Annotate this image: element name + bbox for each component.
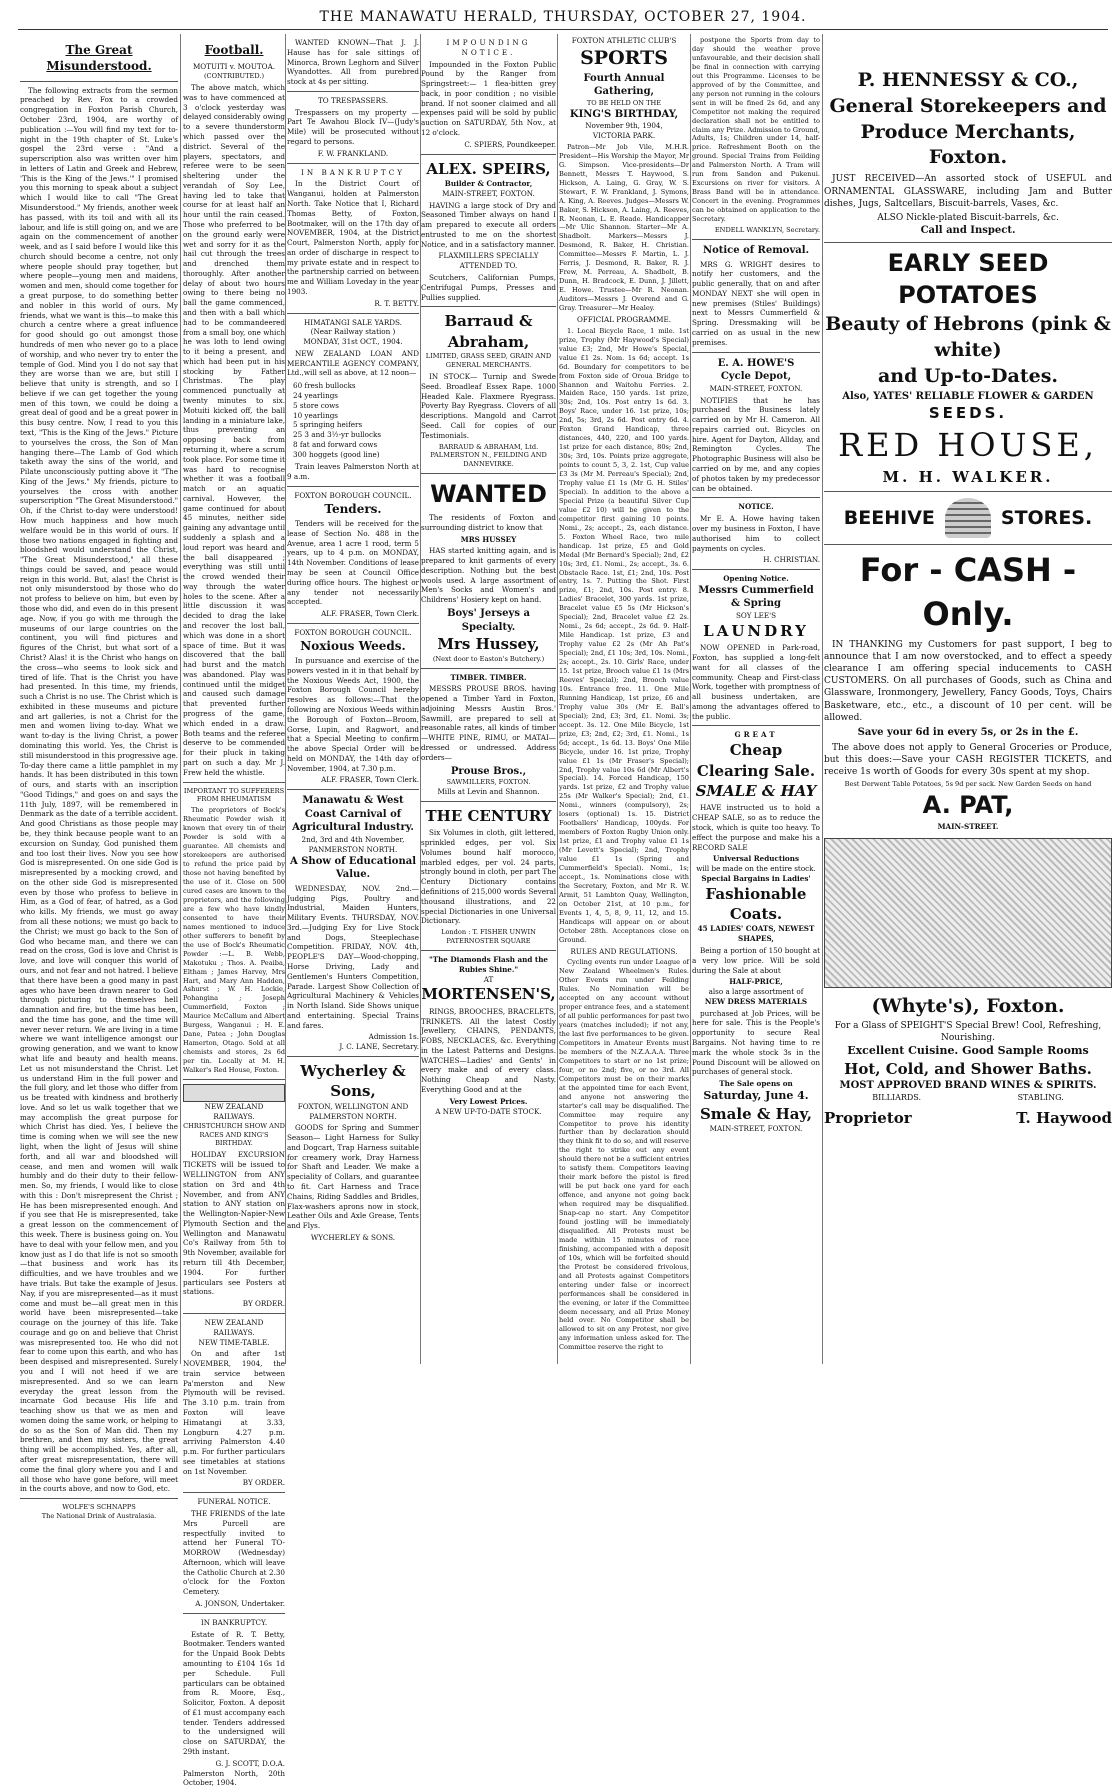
stock-item: 24 yearlings (293, 391, 338, 400)
wanted-heading: WANTED (430, 480, 547, 509)
stabling: STABLING. (1017, 1093, 1064, 1103)
clearing-sale: Cheap Clearing Sale. (696, 741, 816, 780)
cash-body: IN THANKING my Customers for past support, I beg to announce that I am now overstocked, and to effect a speedy clearance I am offering special inducements to CASH CUSTOMERS. On all purchases of Goods, such as China and Glassware, Ironmongery, Jewellery, Fancy Goods, Toys, Chairs Basketware, etc., etc., a discount of 10 per cent. will be allowed. (824, 639, 1112, 723)
speirs-body: HAVING a large stock of Dry and Seasoned Timber always on hand I am prepared to execute all orders entrusted to me on the shortest Notice, and in a satisfactory manner. (421, 200, 556, 249)
hennessy-heading: P. HENNESSY & CO., (857, 69, 1079, 91)
himatangi-heading: HIMATANGI SALE YARDS. (304, 317, 402, 327)
football-cont: (CONTRIBUTED.) (203, 72, 265, 81)
stock-item: 5 store cows (293, 400, 339, 410)
column-ads (421, 34, 556, 1364)
hussey-name: Mrs Hussey, (437, 635, 540, 654)
column-sports (559, 34, 689, 1364)
universal-reductions: Universal Reductions (713, 854, 799, 864)
column-sermon (20, 34, 178, 1521)
bankruptcy-body: Estate of R. T. Betty, Bootmaker. Tenders wanted for the Unpaid Book Debts amounting to £104 16s 1d per Schedule. Full particulars can be obtained from R. Moore, Esq., Solicitor, Foxton. A deposit of £1 must accompany each tender. Tenders addressed to the undersigned will close on SATURDAY, the 29th instant. (183, 1629, 285, 1756)
impound-heading: IMPOUNDING NOTICE. (446, 38, 531, 57)
column-notices (287, 34, 419, 1364)
show-heading: A Show of Educational Value. (289, 855, 417, 881)
removal-body: MRS G. WRIGHT desires to notify her customers, and the public generally, that on and after MONDAY NEXT she will open in new premises (Stiles' Buildings) next to Messrs Cummerfield & Spring. Dressmaking will be carried on as usual in the new premises. (692, 259, 820, 347)
rheumatism-body: The proprietors of Bock's Rheumatic Powder wish it known that every tin of their Powder is sold with a guarantee. All chemists and storekeepers are authorised to refund the price paid by those not having benefited by the use of it. Close on 500 cured cases are known to the proprietors, and the following are a few who have kindly consented to have their names mentioned to induce other sufferers to benefit by the use of Bock's Rheumatic Powder :—L. B. Webb, Makotuku ; Thos. A. Peaiba, Eltham ; James Harvey, Mrs Hart, and Mary Ann Hadden, Ashurst ; W. H. Lockie, Pohangina ; Joseph Cummerfield, Foxton ; Maurice McCallum and Albert Burgess, Wanganui ; H. E. Dane, Patea ; John Douglas Hamerton, Otago. Sold at all chemists and stores, 2s 6d per tin. Locally at M. H. Walker's Red House, Foxton. (183, 806, 285, 1075)
fac-heading: FOXTON ATHLETIC CLUB'S (571, 36, 677, 45)
stock-item: 300 hoggets (good line) (293, 449, 380, 459)
hennessy-call: Call and Inspect. (920, 225, 1016, 237)
cummerfield-spring: Messrs Cummerfield & Spring (698, 584, 814, 610)
red-house: RED HOUSE, (838, 425, 1098, 464)
held-on: TO BE HELD ON THE (586, 98, 662, 107)
bankruptcy-heading: IN BANKRUPTCY. (200, 1617, 268, 1627)
notice-heading: NOTICE. (738, 502, 774, 512)
football-sub: MOTUITI v. MOUTOA. (192, 62, 276, 72)
excellent-cuisine: Excellent Cuisine. Good Sample Rooms (847, 1044, 1089, 1058)
programme-body: 1. Local Bicycle Race, 1 mile. 1st prize, Trophy (Mr Haywood's Special) value £3; 2nd, Mr Howe's Special, value £1 2s. Nom. 1s 6d; accept. 1s 6d. Boundary for competitors to be from Foxton side of Oroua Bridge to Shannon and Waitohu Ferries. 2. Maiden Race, 150 yards. 1st prize, 30s; 2nd, 10s. Post entry 1s 6d. 3. Boys' Race, under 16. 1st prize, 10s; 2nd, 5s; 3rd, 2s 6d. Post entry 6d. 4. Foxton Grand Handicap, three distances, 440, 220, and 100 yards. 1st prize for each distance, 80s; 2nd, 30s; 3rd, 10s. Points prize aggregate, points to count 5, 3, 2. 1st, Cup value £3 3s (Mr M. Perreau's Special); 2nd, Trophy value £1 1s (Mr G. H. Stiles' Special). In addition to the above a Special Prize (a beautiful Silver Cup value £2 10) will be given to the competitor first gaining 10 points. Nomi., 2s; accept., 2s, each distance. 5. Foxton Wheel Race, two mile handicap. 1st prize, £5 and Gold Medal (Mr Bernard's Special); 2nd, £2 10s; 3rd, £1. Nomi., 2s; accept., 3s. 6. Obstacle Race. 1st, £1; 2nd, 10s. Post entry, 1s. 7. Putting the Shot. First prize, £1; 2nd, 10s. Post entry. 8. Ladies' Bracelet, 300 yards. 1st prize, Bracelet value £5 5s (Mr Hickson's Special); 2nd, Bracelet value £2 2s. Nomi., 2s 6d; accept., 2s 6d. 9. Half-Mile Handicap. 1st prize, £3 and Trophy value £2 2s (Mr Ah Pat's Special); 2nd, £1 10s; 3rd, 10s. Nomi., 2s; accept., 2s. 10. Girls' Race, under 15. 1st prize, Brooch value £1 1s (Mrs Reeves' Special); 2nd, Brooch value 10s. Entrance free. 11. One Mile Running Handicap, 1st prize, £6 and Trophy value 30s (Mr E. Ball's Special); 2nd, £3; 3rd, £1. Nomi. 3s; accept. 3s. 12. One Mile Bicycle, 1st prize, £3; 2nd, £2; 3rd, £1. Nomi., 1s 6d; accept., 1s 6d. 13. Boys' One Mile Bicycle, under 16. 1st prize, Trophy value £1 1s (Mr Fraser's Special); 2nd, Trophy value 10s 6d (Mr Albert's Special). 14. Forced Handicap, 150 yards. 1st prize, £2 and Trophy value 25s (Mr Walker's Special); 2nd, £1. Nomi., winners (compulsory), 2s; losers (optional) 1s. 15. District Footballers' Handicap, 100yds. For members of Foxton Rugby Union only. 1st prize, £1 and Trophy value £1 1s (Mr Levett's Special); 2nd, Trophy value £1 1s (Spring and Cummerfield's Special). Nomi., 1s; accept., 1s. Nominations close with the Secretary, Foxton, and Mr R. W. Armit, 51 Lambton Quay, Wellington, on October 21st, at 10 p.m., for Events 1, 4, 5, 8, 9, 11, 12, and 15. Handicaps will appear on or about October 28th. Acceptances close on Ground. (559, 326, 689, 944)
funeral-heading: FUNERAL NOTICE. (197, 1497, 271, 1507)
diamonds-at: AT (483, 974, 494, 984)
hussey-address: (Next door to Easton's Butchery.) (432, 654, 545, 663)
up-to-dates: and Up-to-Dates. (877, 364, 1059, 387)
sale-opens: The Sale opens on (719, 1079, 793, 1089)
whytes-heading: (Whyte's), Foxton. (871, 994, 1065, 1017)
early-potatoes: EARLY SEED POTATOES (887, 248, 1049, 310)
impound-sign: C. SPIERS, Poundkeeper. (464, 139, 556, 149)
sermon-title: The Great Misunderstood. (46, 43, 152, 74)
howe-address: MAIN-STREET, FOXTON. (709, 383, 803, 393)
wolfe-ad-sub: The National Drink of Australasia. (41, 1512, 157, 1521)
half-price: HALF-PRICE, (729, 977, 783, 987)
laundry-heading: LAUNDRY (703, 621, 809, 640)
football-body: The above match, which was to have commenced at 3 o'clock yesterday was delayed considerably owing to a severe thunderstorm which passed over the district. Several of the players, spectators, and referee were to be seen sheltering under the verandah of Soy Lee, having led to take that course for at least half an hour until the rain ceased. Those who preferred to be on the ground early were wet and sorry for it as the hail cut through the trees and drenched them thoroughly. After another delay of about two hours owing to there being no ball the game commenced, and then with a ball which had to be commandeered from a small boy, one which he was loth to lend owing to it being a present, and which had been put in his stocking by Father Christmas. The play commenced punctually at twenty minutes to six. Motuiti kicked off, the ball landing in a miniature lake, thus preventing an opposing back from returning it, where a scrum took place. For some time it was hard to recognise whether it was a football match or an aquatic carnival. However, the game continued for about 45 minutes, neither side gaining any advantage until suddenly a splash and a loud report was heard and the ball disappeared ; everything was still until the crowd wended their way through the water holes to the scene. After a little discussion it was decided to drag the lake and recover the lost ball, which was done in a short space of time. But it was discovered that the ball had burst and the match was abandoned. Play was continued until the midget and caused such damage that prevented further progress of the game, which ended in a draw. Both teams and the referee deserve to be commended for their pluck in taking part on such a day. Mr J. Frew held the whistle. (183, 83, 285, 777)
nzr-body-2: On and after 1st NOVEMBER, 1904, the train service between Pa'merston and New Plymouth will be revised. The 3.10 p.m. train from Foxton will leave Himatangi at 3.33, Longburn 4.27 p.m. arriving Palmerston 4.40 p.m. For further particulars see timetables at stations on 1st November. (183, 1349, 285, 1476)
baths: Hot, Cold, and Shower Baths. (844, 1060, 1092, 1079)
bank2-heading: IN BANKRUPTCY (301, 167, 405, 177)
walker-name: M. H. WALKER. (882, 468, 1054, 487)
nzr-body-1: HOLIDAY EXCURSION TICKETS will be issued to WELLINGTON from ANY station on 3rd and 4th November, and from ANY station to ANY station on the Wellington-Napier-New Plymouth Section and the Wellington and Manawatu Co's Railway from 5th to 9th November, available for return till 4th December, 1904. For further particulars see Posters at stations. (183, 1150, 285, 1297)
speirs-heading: ALEX. SPEIRS, (426, 159, 551, 178)
wycherley-heading: Wycherley & Sons, (300, 1062, 406, 1101)
rheumatism-heading: IMPORTANT TO SUFFERERS FROM RHEUMATISM (183, 786, 285, 804)
save-body: The above does not apply to General Groceries or Produce, but this does:—Save your CASH REGISTER TICKETS, and receive 1s worth of Goods for every 30s spent at my shop. (824, 742, 1112, 778)
yates-seeds: Also, YATES' RELIABLE FLOWER & GARDEN (842, 390, 1094, 402)
bank2-sign: R. T. BETTY. (374, 298, 419, 308)
stock-item: 25 3 and 3½-yr bullocks (293, 430, 382, 440)
trespass-body: Trespassers on my property —Part Te Awahou Block IV—(Judy's Mile) will be prosecuted without regard to persons. (287, 107, 419, 147)
timber-body: MESSRS PROUSE BROS. having opened a Timber Yard in Foxton, adjoining Messrs Austin Bros.' Sawmill, are prepared to sell at reasonable rates, all kinds of timber—WHITE PINE, RIMU, or MATAI—dressed or undressed. Address orders— (421, 684, 556, 762)
football-title: Football. (204, 43, 264, 57)
barraud-body: IN STOCK— Turnip and Swede Seed. Broadleaf Essex Rape. 1000 Headed Kale. Flaxmere Ryegrass. Poverty Bay Ryegrass. Clovers of all descriptions. Mangold and Carrot Seed. Call for copies of our Testimonials. (421, 372, 556, 440)
noxious-body: In pursuance and exercise of the powers vested in it in that behalf by the Noxious Weeds Act, 1900, the Foxton Borough Council hereby resolves as follows:—That the following are Noxious Weeds within the Borough of Foxton—Broom, Gorse, Lupin, and Ragwort, and that a Special Meeting to confirm the above Special Order will be held on MONDAY, the 14th day of November, 1904, at 7.30 p.m. (287, 656, 419, 773)
smale-hay-footer: Smale & Hay, (699, 1104, 813, 1123)
wanted-known: WANTED KNOWN—That J. J. Hause has for sale sittings of Minorca, Brown Leghorn and Silver Wyandottes. All from purebred stock at 4s per sitting. (287, 38, 419, 87)
bankruptcy-sign: G. J. SCOTT, D.O.A. (215, 1758, 285, 1768)
column-local (692, 34, 820, 1364)
new-stock: A NEW UP-TO-DATE STOCK. (435, 1106, 542, 1116)
stock-item: 8 fat and forward cows (293, 439, 378, 449)
haywood-illustration (824, 838, 1112, 988)
column-football (183, 34, 285, 1788)
soylee: SOY LEE'S (735, 611, 776, 621)
funeral-body: THE FRIENDS of the late Mrs Purcell are respectfully invited to attend her Funeral TO-MORROW (Wednesday) Afternoon, which will leave the Catholic Church at 2.30 o'clock for the Foxton Cemetery. (183, 1509, 285, 1597)
tenders-heading: Tenders. (324, 501, 382, 516)
smale-hay-heading: SMALE & HAY (695, 782, 817, 801)
sports-heading: SPORTS (580, 46, 668, 69)
smale-hay-address: MAIN-STREET, FOXTON. (709, 1124, 803, 1134)
great-label: GREAT (734, 730, 778, 740)
victoria-park: VICTORIA PARK. (592, 131, 656, 141)
speights: For a Glass of SPEIGHT'S Special Brew! Cool, Refreshing, Nourishing. (834, 1020, 1102, 1043)
kings-birthday: KING'S BIRTHDAY, (569, 108, 679, 120)
trespass-sign: F. W. FRANKLAND. (317, 148, 389, 158)
wolfe-ad: WOLFE'S SCHNAPPS (62, 1503, 136, 1512)
mortensen-heading: MORTENSEN'S, (421, 985, 556, 1004)
by-order-2: BY ORDER. (242, 1478, 285, 1488)
show-body: WEDNESDAY, NOV. 2nd.—Judging Pigs, Poultry and Industrial, Maiden Hunters, Military Events. THURSDAY, NOV. 3rd.—Judging Exy for Live Stock and Dogs, Steeplechase Competition. FRIDAY, NOV. 4th, PEOPLE'S DAY—Wood-chopping, Horse Driving, Lady and Gentlemen's Hunters Competition, Parade. Largest Show Collection of Agricultural Machinery & Vehicles in North Island. Side Shows unique and entertaining. Special Trains and fares. (287, 883, 419, 1030)
prouse-heading: Prouse Bros., (450, 765, 527, 777)
special-bargains: Special Bargains in Ladies' (701, 873, 811, 883)
laundry-body: NOW OPENED in Park-road, Foxton, has supplied a long-felt want for all classes of the community. Cheap and First-class Work, together with promptness of all business undertaken, are among the advantages offered to the public. (692, 643, 820, 721)
opening-heading: Opening Notice. (723, 574, 789, 584)
by-order-1: BY ORDER. (242, 1299, 285, 1309)
carnival-dates: 2nd, 3rd and 4th November, PANMERSTON NORTH. (301, 834, 405, 854)
hennessy-body: JUST RECEIVED—An assorted stock of USEFUL and ORNAMENTAL GLASSWARE, including Jam and Butter dishes, Jugs, Saltcellars, Biscuit-barrels, Vases, &c. (824, 174, 1112, 209)
proprietor-label: Proprietor (824, 1108, 912, 1127)
smale-hay-body: HAVE instructed us to hold a CHEAP SALE, so as to reduce the stock, which is quite too heavy. To effect the purpose and make his a RECORD SALE (692, 803, 820, 852)
notice-body: Mr E. A. Howe having taken over my business in Foxton, I have authorised him to collect payments on cycles. (692, 514, 820, 553)
speirs-sub: Builder & Contractor, (444, 178, 533, 188)
rules-heading: RULES AND REGULATIONS. (570, 946, 678, 956)
train-note: Train leaves Palmerston North at 9 a.m. (287, 462, 419, 482)
fashionable-coats: Fashionable Coats. (705, 884, 807, 924)
funeral-sign: A. JONSON, Undertaker. (195, 1599, 285, 1609)
stock-list (293, 381, 419, 459)
ladies-coats: 45 LADIES' COATS, NEWEST SHAPES, (697, 924, 815, 944)
sports-continued: postpone the Sports from day to day should the weather prove unfavourable, and their decision shall be final in connection with carrying out this Programme. Licenses to be approved of by the Committee, and any person not running in the colours sent in will be fined 2s 6d, and any Competitor not making the required declaration shall not be entitled to claim any Prize. Admission to Ground, Adults, 1s; Children under 14, half-price. Refreshment Booth on the ground. Special Trains from Feilding and Palmerston North. A Tram will run from Sandon and Pukenui. Excursions on river for visitors. A Brass Band will be in attendance. Concert in the evening. Programmes can be obtained on application to the Secretary. (692, 36, 820, 224)
carnival-heading: Manawatu & West Coast Carnival of Agricultural Industry. (292, 795, 414, 834)
seeds-label: SEEDS. (928, 404, 1008, 423)
wanted-body: The residents of Foxton and surrounding district to know that (421, 513, 556, 532)
removal-heading: Notice of Removal. (702, 244, 810, 256)
coats-body: Being a portion of 150 bought at a very low price. Will be sold during the Sale at about (692, 946, 820, 975)
fbc-heading: FOXTON BOROUGH COUNCIL. (294, 491, 412, 501)
howe-body: NOTIFIES that he has purchased the Business lately carried on by Mr H. Cameron. All repairs carried out. Bicycles on hire. Agent for Dayton, Allday, and Remington Cycles. The Photographic Business will also be carried on by me, and any copies of photos taken by my predecessor can be obtained. (692, 395, 820, 493)
dress-materials: NEW DRESS MATERIALS (704, 996, 808, 1006)
stock-item: 5 springing heifers (293, 420, 363, 430)
barraud-sub: LIMITED, GRASS SEED, GRAIN AND GENERAL MERCHANTS. (425, 352, 552, 370)
also-assortment: also a large assortment of (708, 987, 804, 997)
prouse-sub: SAWMILLERS, FOXTON. (446, 778, 531, 787)
himatangi-sub: (Near Railway station ) (310, 327, 396, 337)
century-heading: THE CENTURY (425, 806, 552, 825)
cash-only: For - CASH - Only. (859, 551, 1077, 633)
boys-jerseys: Boys' Jerseys a Specialty. (447, 608, 530, 633)
stock-item: 10 yearlings (293, 410, 338, 420)
train-illustration (183, 1084, 285, 1102)
beehive-ad (824, 498, 1112, 538)
universal-sub: will be made on the entire stock. (696, 864, 816, 874)
wycherley-footer: WYCHERLEY & SONS. (310, 1232, 396, 1242)
sale-date: Saturday, June 4. (703, 1088, 809, 1102)
gathering-heading: Fourth Annual Gathering, (583, 72, 665, 98)
hussey-heading: MRS HUSSEY (460, 534, 517, 544)
masthead: THE MANAWATU HERALD, THURSDAY, OCTOBER 27, 1904. (18, 6, 1108, 30)
stock-item: 60 fresh bullocks (293, 381, 356, 391)
beehive-icon (945, 498, 991, 538)
proprietor-name: T. Haywood (1016, 1108, 1112, 1127)
nzr-heading-2: NEW ZEALAND RAILWAYS. (204, 1317, 264, 1337)
secretary-sign: ENDELL WANKLYN, Secretary. (714, 226, 820, 235)
noxious-heading: Noxious Weeds. (300, 638, 406, 653)
howe-heading: E. A. HOWE'S (717, 357, 795, 369)
rules-body: Cycling events run under League of New Zealand Wheelmen's Rules. Other Events run under Feilding Rules. No Nomination will be accepted on any account without proper entrance fees, and a statement of all public performances for past two years (matches included); if not any, the last five performances to be given. Competitors in Amateur Events must be members of the N.Z.A.A.A. Three Competitors to start or no 1st prize; four, or no 2nd; five, or no 3rd. All Competitors must be on their marks at the appointed time for each Event, and anyone not answering the starter's call may be disqualified. The Committee may require any Competitor to prove his identity further than by declaration should they think fit to do so, and will reserve the right to strike out any event should there not be a sufficient entries to satisfy them. Competitors leaving their mark before the pistol is fired will be put back one yard for each offence, and anyone not going back when required may be disqualified. Snap-cap no start. Any Competitor found jostling will be immediately disqualified. All Protests must be made within 15 minutes of race finishing, accompanied with a deposit of 10s, which will be forfeited should the Protest be considered frivolous, and all Protests against Competitors entering under false or incorrect performances shall be considered in the evening, or later if the Committee deem necessary, and all Prize Money held over. No Competitor shall be allowed to sit on any Protest, nor give any information unless asked for. The Committee reserve the right to (559, 958, 689, 1352)
wines-spirits: MOST APPROVED BRAND WINES & SPIRITS. (839, 1080, 1097, 1092)
column-wide-ads (824, 34, 1112, 1364)
bankruptcy-date: Palmerston North, 20th October, 1904. (183, 1768, 285, 1788)
hennessy-nickle: ALSO Nickle-plated Biscuit-barrels, &c. (877, 213, 1059, 224)
barraud-heading: Barraud & Abraham, (444, 312, 533, 351)
wycherley-sub: FOXTON, WELLINGTON AND PALMERSTON NORTH. (297, 1101, 409, 1121)
prouse-mills: Mills at Levin and Shannon. (437, 787, 540, 797)
proprietor-line (824, 1108, 1112, 1128)
lowest-prices: Very Lowest Prices. (449, 1096, 528, 1106)
timber-heading: TIMBER. TIMBER. (450, 672, 527, 682)
century-body: Six Volumes in cloth, gilt lettered, sprinkled edges, per vol. Six Volumes bound half morocco, marbled edges, per vol. 24 parts, strongly bound in cloth, per part The Century Dictionary contains definitions of 215,000 words Several thousand illustrations, and 22 special Dictionaries in one Universal Dictionary. (421, 828, 556, 926)
tenders-body: Tenders will be received for the lease of Section No. 488 in the Avenue, area 1 acre 1 rood, term 5 years, up to 4 p.m. on MONDAY, 14th November. Conditions of lease may be seen at Council Office during office hours. The highest or any tender not necessarily accepted. (287, 519, 419, 607)
admission: Admission 1s. (368, 1032, 419, 1042)
nzr-sub-1: CHRISTCHURCH SHOW AND RACES AND KING'S BIRTHDAY. (183, 1121, 285, 1148)
hebrons: Beauty of Hebrons (pink & white) (825, 313, 1111, 361)
trespass-heading: TO TRESPASSERS. (317, 95, 389, 105)
programme-heading: OFFICIAL PROGRAMME. (576, 315, 672, 325)
stores-label: STORES. (1000, 506, 1093, 529)
cycle-depot: Cycle Depot, (720, 371, 792, 383)
himatangi-date: MONDAY, 31st OCT., 1904. (303, 337, 403, 347)
amenities (824, 1093, 1112, 1104)
nzr-sub-2: NEW TIME-TABLE. (198, 1337, 270, 1347)
bank2-body: In the District Court of Wanganui, holden at Palmerston North. Take Notice that I, Richard Thomas Betty, of Foxton, Bootmaker, will on the 17th day of NOVEMBER, 1904, at the District Court, Palmerston North, apply for an order of discharge in respect to my private estate and in respect to the partnership carried on between me and William Loveday in the year 1903. (287, 179, 419, 296)
wycherley-body: GOODS for Spring and Summer Season— Light Harness for Sulky and Dogcart, Trap Harness suitable for creamery work, Dray Harness for Shaft and Leader. We make a speciality of Collars, and guarantee to fit. Cart Harness and Trace Chains, Riding Saddles and Bridles, Flax-washers aprons now in stock, Leather Oils and Axle Grease, Tents and Flys. (287, 1123, 419, 1231)
carnival-sign: J. C. LANE, Secretary. (339, 1042, 419, 1052)
sports-date: November 9th, 1904, (585, 121, 663, 131)
apat-heading: A. PAT, (922, 791, 1014, 820)
nzr-heading-1: NEW ZEALAND RAILWAYS. (204, 1102, 264, 1121)
billiards: BILLIARDS. (872, 1093, 922, 1103)
hennessy-sub: General Storekeepers and Produce Merchants, Foxton. (829, 94, 1107, 169)
nzl-body: NEW ZEALAND LOAN AND MERCANTILE AGENCY COMPANY, Ltd.,will sell as above, at 12 noon— (287, 348, 419, 378)
officials: Patron—Mr Job Vile, M.H.R. President—His Worship the Mayor, Mr G. Simpson. Vice-presidents—Dr Bennett, Messrs T. Haywood, S. Hickson, A. Laing, G. Gray, W. S. Stewart, F. W. Frankland, J. Symons, A. King, A. Reeves. Judges—Messrs W. Baker, S. Hickson, A. Laing, A. Reeves, R. Neonan, L. E. Reade. Handicapper—Mr Ulic Shannon. Starter—Mr A. Shadbolt. Markers—Messrs J. Desmond, R. Baker, H. Christian. Committee—Messrs F. Martin, L. J. Ferris, J. Desmond, R. Baker, R. J. Frew, M. Perreau, A. Shadbolt, B. Dunn, H. Bradcock, E. Dunn, J. Jillett, E. Howe. Trustee—Mr R. Neonan. Auditors—Messrs J. Overend and G. Gray. Treasurer—Mr Healey. (559, 142, 689, 313)
best-derwent: Best Derwent Table Potatoes, 5s 9d per sack. New Garden Seeds on hand (844, 780, 1092, 789)
speirs-address: MAIN-STREET, FOXTON. (442, 188, 535, 198)
century-publisher: London : T. FISHER UNWIN PATERNOSTER SQUARE (441, 928, 536, 946)
fbc2-heading: FOXTON BOROUGH COUNCIL. (294, 627, 412, 637)
beehive-label: BEEHIVE (843, 506, 935, 529)
flax-heading: FLAXMILLERS SPECIALLY ATTENDED TO. (438, 251, 539, 271)
mortensen-body: RINGS, BROOCHES, BRACELETS, TRINKETS. All the latest Costly Jewellery, CHAINS, PENDANTS, FOBS, NECKLACES, &c. Everything in the Latest Patterns and Designs. WATCHES—Ladies' and Gents' in every make and of every class. Nothing Cheap and Nasty. Everything Good and at the (421, 1006, 556, 1095)
dress-body: purchased at Job Prices, will be here for sale. This is the People's opportunity to secure Real Bargains. Not having time to re mark the whole stock 3s in the Pound Discount will be allowed on purchases of general stock. (692, 1008, 820, 1077)
save-heading: Save your 6d in every 5s, or 2s in the £. (857, 727, 1079, 739)
diamonds-heading: "The Diamonds Flash and the Rubies Shine." (428, 955, 548, 974)
impound-body: Impounded in the Foxton Public Pound by the Ranger from Springstreet:— 1 flea-bitten grey back, in poor condition ; no visible brand. If not sooner claimed and all expenses paid will be sold by public auction on SATURDAY, 5th Nov., at 12 o'clock. (421, 59, 556, 138)
tenders-sign: ALF. FRASER, Town Clerk. (321, 609, 419, 619)
flax-body: Scutchers, Californian Pumps, Centrifugal Pumps, Presses and Pullies supplied. (421, 273, 556, 302)
hussey-body: HAS started knitting again, and is prepared to knit garments of every description. Nothing but the best wools used. A large assortment of Men's Socks and Women's and Childrens' Hosiery kept on hand. (421, 546, 556, 605)
sermon-body: The following extracts from the sermon preached by Rev. Fox to a crowded congregation in Foxton Parish Church, October 23rd, 1904, are worthy of publication :—You will find my text for to-night in the 19th chapter of St. Luke's gospel the 23rd verse : "And a superscription also was written over him in letters of Latin and Greek and Hebrew, 'This is the King of the Jews.'" I promised you this morning to speak about a subject which I would like to call "The Great Misunderstood." My friends, another week has passed, with its toil and with all its labour, and life is still going on, and we are again on the commencement of another week, and as I said before I would like this church should become a centre, not only where people should pray together, but where people—young men and maidens, women and men, should come together for a great purpose, to do something better and nobler in this world of ours. My friends, what we want is this—to make this church a centre where a great influence for good should go out amongst those hundreds of men who never go to a place of worship, and who never try to enter the temple of God. Mind you I do not say that they are worse than we are, but still I believe that unity is strength, and so I believe if we can get together the young men of this town, we could be doing a great deal of good and be a great power in this busy centre. Now, I read to you this text, "This is the King of the Jews." Picture to yourselves the cross, the Son of Man hanging there—The Lamb of God which taketh away the sins of the world, and Pilate unconsciously putting above it "The King of the Jews." My friends, picture to yourselves the cross with another superscription "The Great Misunderstood." Oh, if the Christ to-day were understood! How much happiness and how much welfare would be in this world of ours. If those two nations engaged in fighting and bloodshed would understand the Christ, "The Great Misunderstood," all these things could be saved, and peace would reign in this world. But, alas! the Christ is not only misunderstood by those who do not profess to believe on him, but even by those who did, and even do in this present age. Now, if you go with me through the museums of our large countries on the continent, you will find pictures and figures of the Christ, but what sort of a Christ? Alas! it is the Christ who hangs on the cross—who seems to look sick and tired of life. That is the Christ you have had presented. In this time, my friends, such a Christ is no use. The Christ which is exhibited in these museums and picture and art galleries, is not a Christ for the men and women living to-day. What we want to-day is the living Christ, a power dominating this world. Yes, the Christ is still misunderstood in this progressive age. To-day there came a little pamphlet in my hands. It has been distributed in this town of ours, and starts with an inscription "Good Tidings," and goes on and says the 11th July, 1897, will be remembered in Denmark as the date of a terrible accident. And good Christians as those people may be, they think because people want to an excursion on Sunday, God punished them and too lost their lives. Now you see how God is misrepresented. On one side God is misrepresented by a mocking crowd, and on the other side God is misrepresented even by those who profess to believe in Him, as a God of fear, of hatred, as a God who kills. My friends, we must go away from all these notions; we must go back to the Christ; we must go back to the Son of God who became man, and there we can read on the cross, God is love and Christ is love, and love will conquer this world of ours, and not fear and not hatred. I believe that there have been a good many in past ages who have been drawn nearer to God through picturing to themselves hell damnation and fire, but the time has been, and the time has gone, and the time will never never return. We are living in a time where we want intelligence amongst our growing generation, and we want to know what life and beauty and health means. Let us not misunderstand the Christ. Let us understand Him in the full power and the full glory, and let those who differ from us be treated with kindness and brotherly love. And so let us walk together that we may accomplish the great purpose for which Christ has died. Yes, I believe the time is coming when we will see the new light, when the light of Jesus will shine forth, and all war and bloodshed will cease, and men and women will walk humbly and do their duty to their fellow-men. So, my friends, I would like to close with this : Don't misrepresent the Christ ; He has been misrepresented enough. And if you see that He is misrepresented, take a great lesson on the commencement of this week. There is business going on. You have to deal with your fellow men, and you know just as I do that life is not so smooth—that business and work has its difficulties, and we have troubles and we have trials. But take the example of Jesus. Nay, if you are misrepresented—as it must come and must be—all great men in this world have been misrepresented—take courage on the journey of this life. Take courage and go on and believe that Christ was misrepresented too. He who did not fear to come upon this earth, and who has been despised and misrepresented. Surely you and I will not heed if we are misrepresented. And so we can learn everyday the great lesson from the incarnate God because His life and teaching show us that we as men and women doing the same work, or helping to do so as the Son of Man did. Then my brethren, and then my sisters, the great thing will be accomplished. Yes, after all, after great misrepresentation, there will come the final glory where you and I and all those who have gone before, will meet in the courts above, and now to God, etc. (20, 85, 178, 1494)
apat-address: MAIN-STREET. (937, 822, 999, 832)
notice-sign: H. CHRISTIAN. (763, 555, 820, 565)
noxious-sign: ALF. FRASER, Town Clerk. (321, 775, 419, 785)
barraud-footer: BARRAUD & ABRAHAM, Ltd. PALMERSTON N., FEILDING AND DANNEVIRKE. (430, 442, 547, 469)
